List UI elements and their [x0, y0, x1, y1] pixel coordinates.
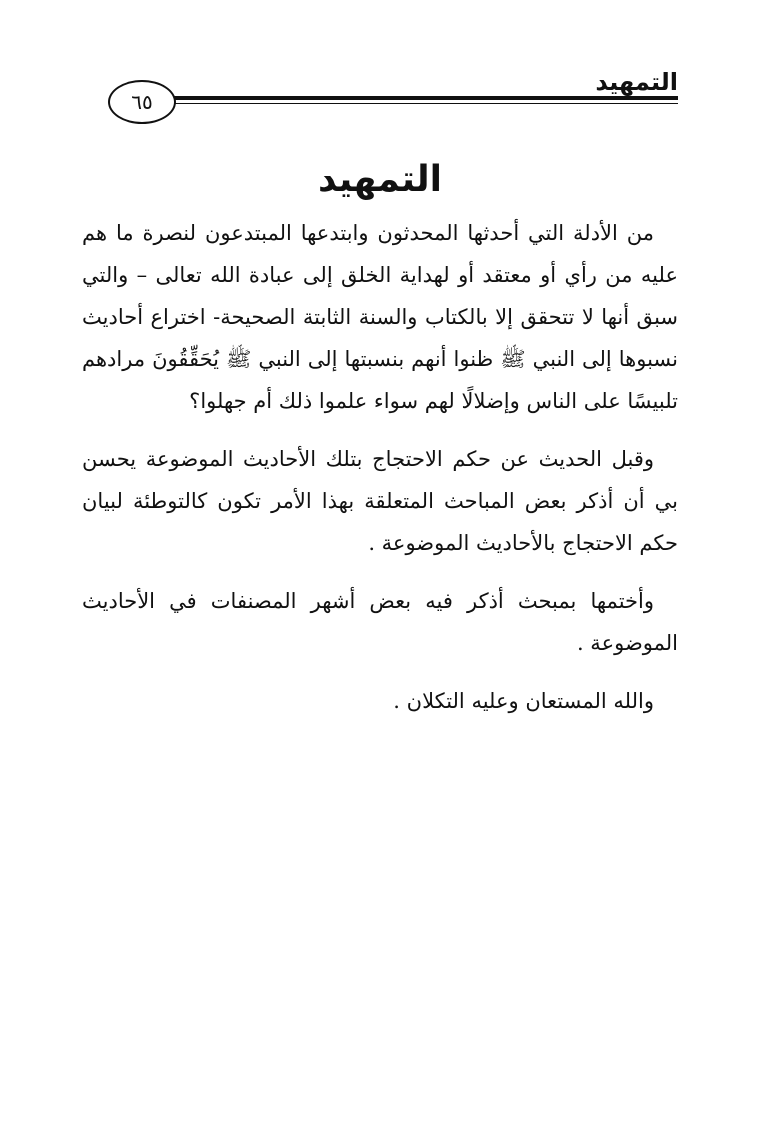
header-rule	[160, 96, 678, 100]
page-number-badge	[108, 80, 176, 124]
paragraph-1: من الأدلة التي أحدثها المحدثون وابتدعها المبتدعون لنصرة ما هم عليه من رأي أو معتقد أو لهداية الخلق إلى عبادة الله تعالى – والتي سبق أنها لا تتحقق إلا بالكتاب والسنة الثابتة الصحيحة- اختراع أحاديث نسبوها إلى النبي ﷺ ظنوا أنهم بنسبتها إلى النبي ﷺ يُحَقِّقُونَ مرادهم تلبيسًا على الناس وإضلالًا لهم سواء علموا ذلك أم جهلوا؟	[82, 221, 678, 413]
section-title: التمهيد	[318, 159, 442, 200]
paragraph-2: وقبل الحديث عن حكم الاحتجاج بتلك الأحاديث الموضوعة يحسن بي أن أذكر بعض المباحث المتعلقة بهذا الأمر تكون كالتوطئة لبيان حكم الاحتجاج بالأحاديث الموضوعة .	[82, 447, 678, 555]
page-number: ٦٥	[131, 90, 153, 114]
body-text	[82, 212, 678, 738]
closing-line: والله المستعان وعليه التكلان .	[393, 689, 654, 713]
running-header-title: التمهيد	[595, 68, 678, 96]
header-rule-thin	[160, 103, 678, 104]
paragraph-3: وأختمها بمبحث أذكر فيه بعض أشهر المصنفات في الأحاديث الموضوعة .	[82, 589, 678, 655]
